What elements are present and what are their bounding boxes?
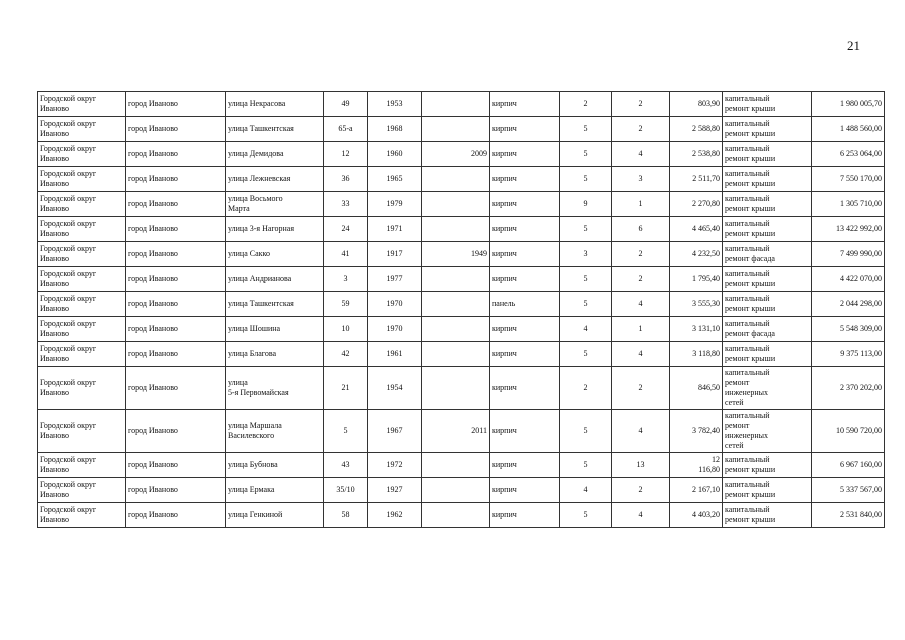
cost-cell: 6 967 160,00 — [812, 453, 885, 478]
house-number-cell: 35/10 — [324, 478, 368, 503]
area-cell: 2 538,80 — [670, 142, 723, 167]
table-row — [38, 478, 885, 503]
area-cell: 4 403,20 — [670, 503, 723, 528]
district-cell: Городской округ Иваново — [38, 267, 126, 292]
area-cell: 846,50 — [670, 367, 723, 410]
house-number-cell: 12 — [324, 142, 368, 167]
cost-cell: 2 044 298,00 — [812, 292, 885, 317]
house-number-cell: 3 — [324, 267, 368, 292]
wall-material-cell: кирпич — [490, 242, 560, 267]
table-row — [38, 142, 885, 167]
house-number-cell: 58 — [324, 503, 368, 528]
table-row — [38, 453, 885, 478]
table-row — [38, 92, 885, 117]
floors-cell: 3 — [560, 242, 612, 267]
district-cell: Городской округ Иваново — [38, 292, 126, 317]
house-number-cell: 36 — [324, 167, 368, 192]
city-cell: город Иваново — [126, 117, 226, 142]
wall-material-cell: панель — [490, 292, 560, 317]
year-built-cell: 1970 — [368, 317, 422, 342]
table-row — [38, 117, 885, 142]
area-cell: 4 465,40 — [670, 217, 723, 242]
year-built-cell: 1954 — [368, 367, 422, 410]
year-built-cell: 1970 — [368, 292, 422, 317]
city-cell: город Иваново — [126, 292, 226, 317]
year-renovated-cell — [422, 192, 490, 217]
entrances-cell: 3 — [612, 167, 670, 192]
floors-cell: 5 — [560, 503, 612, 528]
wall-material-cell: кирпич — [490, 167, 560, 192]
area-cell: 3 782,40 — [670, 410, 723, 453]
city-cell: город Иваново — [126, 503, 226, 528]
year-renovated-cell — [422, 367, 490, 410]
district-cell: Городской округ Иваново — [38, 367, 126, 410]
table-row — [38, 267, 885, 292]
house-number-cell: 42 — [324, 342, 368, 367]
wall-material-cell: кирпич — [490, 317, 560, 342]
floors-cell: 2 — [560, 92, 612, 117]
year-built-cell: 1977 — [368, 267, 422, 292]
repair-type-cell: капитальный ремонт крыши — [723, 453, 812, 478]
wall-material-cell: кирпич — [490, 267, 560, 292]
street-cell: улица 5-я Первомайская — [226, 367, 324, 410]
table-row — [38, 317, 885, 342]
repair-type-cell: капитальный ремонт крыши — [723, 167, 812, 192]
district-cell: Городской округ Иваново — [38, 167, 126, 192]
city-cell: город Иваново — [126, 92, 226, 117]
year-built-cell: 1917 — [368, 242, 422, 267]
entrances-cell: 2 — [612, 478, 670, 503]
floors-cell: 5 — [560, 453, 612, 478]
repair-type-cell: капитальный ремонт крыши — [723, 503, 812, 528]
cost-cell: 1 488 560,00 — [812, 117, 885, 142]
floors-cell: 2 — [560, 367, 612, 410]
year-built-cell: 1927 — [368, 478, 422, 503]
street-cell: улица Бубнова — [226, 453, 324, 478]
street-cell: улица 3-я Нагорная — [226, 217, 324, 242]
wall-material-cell: кирпич — [490, 478, 560, 503]
district-cell: Городской округ Иваново — [38, 142, 126, 167]
year-built-cell: 1962 — [368, 503, 422, 528]
year-renovated-cell — [422, 167, 490, 192]
year-renovated-cell — [422, 453, 490, 478]
wall-material-cell: кирпич — [490, 117, 560, 142]
street-cell: улица Маршала Василевского — [226, 410, 324, 453]
year-renovated-cell: 2011 — [422, 410, 490, 453]
house-number-cell: 41 — [324, 242, 368, 267]
year-renovated-cell — [422, 92, 490, 117]
cost-cell: 9 375 113,00 — [812, 342, 885, 367]
repair-type-cell: капитальный ремонт крыши — [723, 92, 812, 117]
wall-material-cell: кирпич — [490, 92, 560, 117]
district-cell: Городской округ Иваново — [38, 192, 126, 217]
year-renovated-cell — [422, 267, 490, 292]
city-cell: город Иваново — [126, 267, 226, 292]
entrances-cell: 1 — [612, 192, 670, 217]
table-body — [38, 92, 885, 528]
cost-cell: 1 305 710,00 — [812, 192, 885, 217]
table-row — [38, 242, 885, 267]
housing-repair-table — [37, 91, 885, 528]
table-row — [38, 192, 885, 217]
street-cell: улица Некрасова — [226, 92, 324, 117]
floors-cell: 5 — [560, 342, 612, 367]
area-cell: 803,90 — [670, 92, 723, 117]
city-cell: город Иваново — [126, 410, 226, 453]
floors-cell: 5 — [560, 117, 612, 142]
repair-type-cell: капитальный ремонт крыши — [723, 192, 812, 217]
year-renovated-cell: 2009 — [422, 142, 490, 167]
year-built-cell: 1960 — [368, 142, 422, 167]
year-renovated-cell — [422, 503, 490, 528]
year-built-cell: 1965 — [368, 167, 422, 192]
street-cell: улица Ермака — [226, 478, 324, 503]
wall-material-cell: кирпич — [490, 192, 560, 217]
street-cell: улица Лежневская — [226, 167, 324, 192]
house-number-cell: 33 — [324, 192, 368, 217]
table-row — [38, 167, 885, 192]
cost-cell: 4 422 070,00 — [812, 267, 885, 292]
cost-cell: 1 980 005,70 — [812, 92, 885, 117]
year-renovated-cell — [422, 217, 490, 242]
area-cell: 2 270,80 — [670, 192, 723, 217]
city-cell: город Иваново — [126, 217, 226, 242]
floors-cell: 5 — [560, 142, 612, 167]
city-cell: город Иваново — [126, 242, 226, 267]
entrances-cell: 4 — [612, 142, 670, 167]
floors-cell: 5 — [560, 410, 612, 453]
house-number-cell: 24 — [324, 217, 368, 242]
district-cell: Городской округ Иваново — [38, 503, 126, 528]
floors-cell: 5 — [560, 292, 612, 317]
year-renovated-cell — [422, 478, 490, 503]
street-cell: улица Сакко — [226, 242, 324, 267]
district-cell: Городской округ Иваново — [38, 453, 126, 478]
house-number-cell: 49 — [324, 92, 368, 117]
city-cell: город Иваново — [126, 317, 226, 342]
wall-material-cell: кирпич — [490, 217, 560, 242]
street-cell: улица Благова — [226, 342, 324, 367]
year-renovated-cell — [422, 317, 490, 342]
year-built-cell: 1967 — [368, 410, 422, 453]
wall-material-cell: кирпич — [490, 367, 560, 410]
repair-type-cell: капитальный ремонт инженерных сетей — [723, 410, 812, 453]
repair-type-cell: капитальный ремонт крыши — [723, 478, 812, 503]
floors-cell: 4 — [560, 478, 612, 503]
entrances-cell: 4 — [612, 342, 670, 367]
cost-cell: 13 422 992,00 — [812, 217, 885, 242]
area-cell: 4 232,50 — [670, 242, 723, 267]
street-cell: улица Генкиной — [226, 503, 324, 528]
entrances-cell: 4 — [612, 503, 670, 528]
cost-cell: 5 548 309,00 — [812, 317, 885, 342]
street-cell: улица Ташкентская — [226, 292, 324, 317]
house-number-cell: 43 — [324, 453, 368, 478]
city-cell: город Иваново — [126, 342, 226, 367]
area-cell: 3 555,30 — [670, 292, 723, 317]
table-row — [38, 342, 885, 367]
cost-cell: 7 499 990,00 — [812, 242, 885, 267]
repair-type-cell: капитальный ремонт инженерных сетей — [723, 367, 812, 410]
entrances-cell: 1 — [612, 317, 670, 342]
year-renovated-cell: 1949 — [422, 242, 490, 267]
entrances-cell: 2 — [612, 267, 670, 292]
year-renovated-cell — [422, 342, 490, 367]
repair-type-cell: капитальный ремонт крыши — [723, 117, 812, 142]
table-row — [38, 217, 885, 242]
repair-type-cell: капитальный ремонт крыши — [723, 292, 812, 317]
district-cell: Городской округ Иваново — [38, 217, 126, 242]
floors-cell: 9 — [560, 192, 612, 217]
entrances-cell: 13 — [612, 453, 670, 478]
year-built-cell: 1968 — [368, 117, 422, 142]
year-renovated-cell — [422, 117, 490, 142]
table-row — [38, 503, 885, 528]
repair-type-cell: капитальный ремонт крыши — [723, 142, 812, 167]
city-cell: город Иваново — [126, 367, 226, 410]
page-number: 21 — [847, 38, 860, 53]
house-number-cell: 59 — [324, 292, 368, 317]
floors-cell: 4 — [560, 317, 612, 342]
cost-cell: 7 550 170,00 — [812, 167, 885, 192]
entrances-cell: 4 — [612, 292, 670, 317]
repair-type-cell: капитальный ремонт крыши — [723, 342, 812, 367]
floors-cell: 5 — [560, 267, 612, 292]
district-cell: Городской округ Иваново — [38, 117, 126, 142]
floors-cell: 5 — [560, 217, 612, 242]
repair-type-cell: капитальный ремонт фасада — [723, 317, 812, 342]
city-cell: город Иваново — [126, 453, 226, 478]
street-cell: улица Андрианова — [226, 267, 324, 292]
entrances-cell: 2 — [612, 367, 670, 410]
year-built-cell: 1953 — [368, 92, 422, 117]
district-cell: Городской округ Иваново — [38, 92, 126, 117]
area-cell: 2 167,10 — [670, 478, 723, 503]
cost-cell: 10 590 720,00 — [812, 410, 885, 453]
wall-material-cell: кирпич — [490, 410, 560, 453]
cost-cell: 6 253 064,00 — [812, 142, 885, 167]
district-cell: Городской округ Иваново — [38, 242, 126, 267]
entrances-cell: 2 — [612, 92, 670, 117]
wall-material-cell: кирпич — [490, 142, 560, 167]
street-cell: улица Ташкентская — [226, 117, 324, 142]
wall-material-cell: кирпич — [490, 503, 560, 528]
entrances-cell: 2 — [612, 242, 670, 267]
area-cell: 2 511,70 — [670, 167, 723, 192]
wall-material-cell: кирпич — [490, 342, 560, 367]
cost-cell: 2 531 840,00 — [812, 503, 885, 528]
repair-type-cell: капитальный ремонт крыши — [723, 217, 812, 242]
year-built-cell: 1979 — [368, 192, 422, 217]
table-row — [38, 367, 885, 410]
table-row — [38, 410, 885, 453]
entrances-cell: 4 — [612, 410, 670, 453]
year-built-cell: 1971 — [368, 217, 422, 242]
city-cell: город Иваново — [126, 142, 226, 167]
house-number-cell: 5 — [324, 410, 368, 453]
street-cell: улица Восьмого Марта — [226, 192, 324, 217]
cost-cell: 2 370 202,00 — [812, 367, 885, 410]
entrances-cell: 6 — [612, 217, 670, 242]
district-cell: Городской округ Иваново — [38, 342, 126, 367]
year-built-cell: 1972 — [368, 453, 422, 478]
year-built-cell: 1961 — [368, 342, 422, 367]
street-cell: улица Шошина — [226, 317, 324, 342]
city-cell: город Иваново — [126, 478, 226, 503]
floors-cell: 5 — [560, 167, 612, 192]
district-cell: Городской округ Иваново — [38, 478, 126, 503]
area-cell: 12 116,80 — [670, 453, 723, 478]
street-cell: улица Демидова — [226, 142, 324, 167]
city-cell: город Иваново — [126, 192, 226, 217]
house-number-cell: 10 — [324, 317, 368, 342]
district-cell: Городской округ Иваново — [38, 317, 126, 342]
table-row — [38, 292, 885, 317]
repair-type-cell: капитальный ремонт фасада — [723, 242, 812, 267]
area-cell: 2 588,80 — [670, 117, 723, 142]
repair-type-cell: капитальный ремонт крыши — [723, 267, 812, 292]
wall-material-cell: кирпич — [490, 453, 560, 478]
area-cell: 1 795,40 — [670, 267, 723, 292]
cost-cell: 5 337 567,00 — [812, 478, 885, 503]
area-cell: 3 118,80 — [670, 342, 723, 367]
house-number-cell: 21 — [324, 367, 368, 410]
city-cell: город Иваново — [126, 167, 226, 192]
house-number-cell: 65-а — [324, 117, 368, 142]
area-cell: 3 131,10 — [670, 317, 723, 342]
entrances-cell: 2 — [612, 117, 670, 142]
district-cell: Городской округ Иваново — [38, 410, 126, 453]
year-renovated-cell — [422, 292, 490, 317]
